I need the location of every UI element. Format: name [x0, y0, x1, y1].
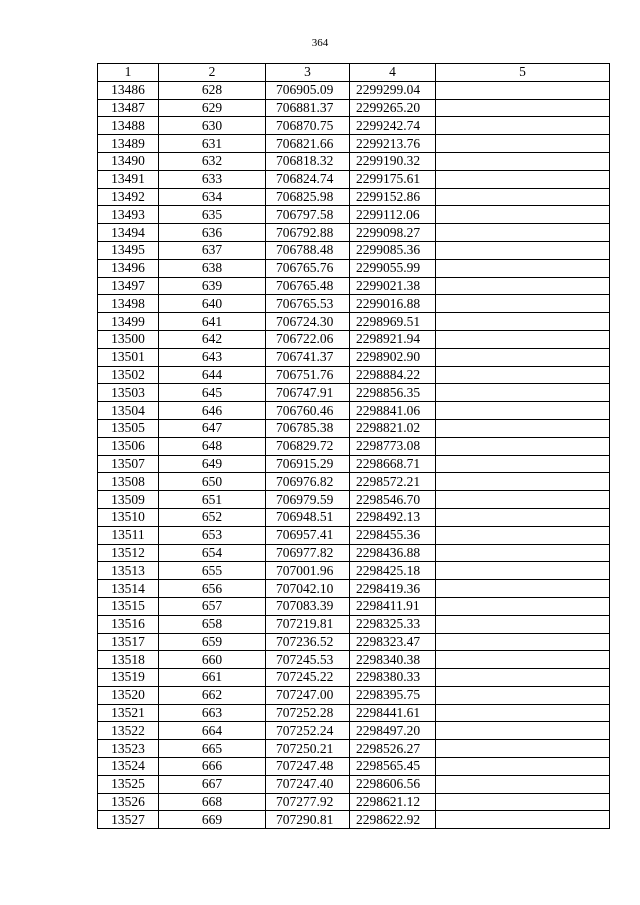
- x-coordinate-cell: 706957.41: [266, 526, 350, 544]
- x-coordinate-cell: 706792.88: [266, 224, 350, 242]
- note-cell: [436, 295, 610, 313]
- table-row: [98, 366, 610, 384]
- note-cell: [436, 402, 610, 420]
- vertex-number-cell: 639: [159, 277, 266, 295]
- column-header-5: 5: [436, 64, 610, 82]
- point-number-cell: 13519: [98, 669, 159, 687]
- point-number-cell: 13505: [98, 419, 159, 437]
- vertex-number-cell: 651: [159, 491, 266, 509]
- vertex-number-cell: 636: [159, 224, 266, 242]
- note-cell: [436, 722, 610, 740]
- note-cell: [436, 562, 610, 580]
- table-row: [98, 259, 610, 277]
- table-row: [98, 597, 610, 615]
- vertex-number-cell: 645: [159, 384, 266, 402]
- y-coordinate-cell: 2298526.27: [350, 740, 436, 758]
- point-number-cell: 13493: [98, 206, 159, 224]
- table-row: [98, 117, 610, 135]
- point-number-cell: 13509: [98, 491, 159, 509]
- vertex-number-cell: 647: [159, 419, 266, 437]
- point-number-cell: 13501: [98, 348, 159, 366]
- x-coordinate-cell: 706976.82: [266, 473, 350, 491]
- vertex-number-cell: 641: [159, 313, 266, 331]
- x-coordinate-cell: 706765.48: [266, 277, 350, 295]
- y-coordinate-cell: 2299213.76: [350, 135, 436, 153]
- note-cell: [436, 419, 610, 437]
- table-row: [98, 775, 610, 793]
- y-coordinate-cell: 2298395.75: [350, 686, 436, 704]
- vertex-number-cell: 643: [159, 348, 266, 366]
- note-cell: [436, 241, 610, 259]
- vertex-number-cell: 644: [159, 366, 266, 384]
- point-number-cell: 13508: [98, 473, 159, 491]
- vertex-number-cell: 630: [159, 117, 266, 135]
- x-coordinate-cell: 706824.74: [266, 170, 350, 188]
- x-coordinate-cell: 706977.82: [266, 544, 350, 562]
- y-coordinate-cell: 2298621.12: [350, 793, 436, 811]
- y-coordinate-cell: 2298436.88: [350, 544, 436, 562]
- note-cell: [436, 597, 610, 615]
- table-row: [98, 81, 610, 99]
- y-coordinate-cell: 2298497.20: [350, 722, 436, 740]
- y-coordinate-cell: 2298622.92: [350, 811, 436, 829]
- x-coordinate-cell: 706948.51: [266, 508, 350, 526]
- note-cell: [436, 775, 610, 793]
- note-cell: [436, 170, 610, 188]
- point-number-cell: 13527: [98, 811, 159, 829]
- coordinates-table: [97, 63, 610, 829]
- vertex-number-cell: 642: [159, 330, 266, 348]
- point-number-cell: 13489: [98, 135, 159, 153]
- point-number-cell: 13518: [98, 651, 159, 669]
- x-coordinate-cell: 707247.48: [266, 758, 350, 776]
- vertex-number-cell: 663: [159, 704, 266, 722]
- table-row: [98, 188, 610, 206]
- vertex-number-cell: 648: [159, 437, 266, 455]
- x-coordinate-cell: 706741.37: [266, 348, 350, 366]
- table-row: [98, 811, 610, 829]
- point-number-cell: 13488: [98, 117, 159, 135]
- vertex-number-cell: 665: [159, 740, 266, 758]
- x-coordinate-cell: 707219.81: [266, 615, 350, 633]
- point-number-cell: 13490: [98, 152, 159, 170]
- x-coordinate-cell: 706747.91: [266, 384, 350, 402]
- point-number-cell: 13512: [98, 544, 159, 562]
- y-coordinate-cell: 2298668.71: [350, 455, 436, 473]
- note-cell: [436, 669, 610, 687]
- point-number-cell: 13524: [98, 758, 159, 776]
- note-cell: [436, 99, 610, 117]
- point-number-cell: 13495: [98, 241, 159, 259]
- vertex-number-cell: 633: [159, 170, 266, 188]
- y-coordinate-cell: 2299175.61: [350, 170, 436, 188]
- note-cell: [436, 81, 610, 99]
- note-cell: [436, 651, 610, 669]
- table-row: [98, 135, 610, 153]
- note-cell: [436, 384, 610, 402]
- y-coordinate-cell: 2298325.33: [350, 615, 436, 633]
- table-row: [98, 152, 610, 170]
- y-coordinate-cell: 2299021.38: [350, 277, 436, 295]
- point-number-cell: 13494: [98, 224, 159, 242]
- x-coordinate-cell: 707247.00: [266, 686, 350, 704]
- table-row: [98, 580, 610, 598]
- note-cell: [436, 277, 610, 295]
- point-number-cell: 13525: [98, 775, 159, 793]
- point-number-cell: 13511: [98, 526, 159, 544]
- x-coordinate-cell: 706724.30: [266, 313, 350, 331]
- x-coordinate-cell: 706821.66: [266, 135, 350, 153]
- y-coordinate-cell: 2298821.02: [350, 419, 436, 437]
- table-row: [98, 526, 610, 544]
- x-coordinate-cell: 706818.32: [266, 152, 350, 170]
- table-row: [98, 633, 610, 651]
- point-number-cell: 13521: [98, 704, 159, 722]
- vertex-number-cell: 657: [159, 597, 266, 615]
- x-coordinate-cell: 707245.22: [266, 669, 350, 687]
- table-row: [98, 224, 610, 242]
- column-header-1: 1: [98, 64, 159, 82]
- point-number-cell: 13500: [98, 330, 159, 348]
- y-coordinate-cell: 2298572.21: [350, 473, 436, 491]
- table-row: [98, 330, 610, 348]
- table-row: [98, 562, 610, 580]
- table-row: [98, 651, 610, 669]
- table-row: [98, 170, 610, 188]
- table-row: [98, 544, 610, 562]
- note-cell: [436, 259, 610, 277]
- y-coordinate-cell: 2298419.36: [350, 580, 436, 598]
- x-coordinate-cell: 706905.09: [266, 81, 350, 99]
- point-number-cell: 13514: [98, 580, 159, 598]
- y-coordinate-cell: 2299242.74: [350, 117, 436, 135]
- vertex-number-cell: 631: [159, 135, 266, 153]
- table-row: [98, 615, 610, 633]
- x-coordinate-cell: 706881.37: [266, 99, 350, 117]
- note-cell: [436, 330, 610, 348]
- vertex-number-cell: 640: [159, 295, 266, 313]
- point-number-cell: 13498: [98, 295, 159, 313]
- table-row: [98, 419, 610, 437]
- point-number-cell: 13515: [98, 597, 159, 615]
- x-coordinate-cell: 707250.21: [266, 740, 350, 758]
- x-coordinate-cell: 706915.29: [266, 455, 350, 473]
- y-coordinate-cell: 2298606.56: [350, 775, 436, 793]
- table-body: [98, 81, 610, 828]
- table-row: [98, 793, 610, 811]
- point-number-cell: 13526: [98, 793, 159, 811]
- table-row: [98, 206, 610, 224]
- vertex-number-cell: 638: [159, 259, 266, 277]
- y-coordinate-cell: 2298492.13: [350, 508, 436, 526]
- point-number-cell: 13513: [98, 562, 159, 580]
- table-row: [98, 740, 610, 758]
- vertex-number-cell: 632: [159, 152, 266, 170]
- y-coordinate-cell: 2299055.99: [350, 259, 436, 277]
- note-cell: [436, 313, 610, 331]
- note-cell: [436, 526, 610, 544]
- y-coordinate-cell: 2298323.47: [350, 633, 436, 651]
- y-coordinate-cell: 2299098.27: [350, 224, 436, 242]
- y-coordinate-cell: 2299112.06: [350, 206, 436, 224]
- vertex-number-cell: 650: [159, 473, 266, 491]
- vertex-number-cell: 649: [159, 455, 266, 473]
- table-row: [98, 704, 610, 722]
- vertex-number-cell: 652: [159, 508, 266, 526]
- column-header-4: 4: [350, 64, 436, 82]
- vertex-number-cell: 662: [159, 686, 266, 704]
- table-row: [98, 491, 610, 509]
- note-cell: [436, 580, 610, 598]
- vertex-number-cell: 656: [159, 580, 266, 598]
- note-cell: [436, 740, 610, 758]
- y-coordinate-cell: 2299190.32: [350, 152, 436, 170]
- x-coordinate-cell: 707001.96: [266, 562, 350, 580]
- table-row: [98, 722, 610, 740]
- point-number-cell: 13516: [98, 615, 159, 633]
- table-row: [98, 277, 610, 295]
- y-coordinate-cell: 2298902.90: [350, 348, 436, 366]
- x-coordinate-cell: 706870.75: [266, 117, 350, 135]
- x-coordinate-cell: 706785.38: [266, 419, 350, 437]
- y-coordinate-cell: 2298884.22: [350, 366, 436, 384]
- vertex-number-cell: 655: [159, 562, 266, 580]
- table-row: [98, 313, 610, 331]
- x-coordinate-cell: 706722.06: [266, 330, 350, 348]
- x-coordinate-cell: 707083.39: [266, 597, 350, 615]
- note-cell: [436, 188, 610, 206]
- note-cell: [436, 366, 610, 384]
- note-cell: [436, 348, 610, 366]
- y-coordinate-cell: 2298441.61: [350, 704, 436, 722]
- note-cell: [436, 508, 610, 526]
- vertex-number-cell: 628: [159, 81, 266, 99]
- vertex-number-cell: 668: [159, 793, 266, 811]
- x-coordinate-cell: 706751.76: [266, 366, 350, 384]
- note-cell: [436, 633, 610, 651]
- vertex-number-cell: 654: [159, 544, 266, 562]
- x-coordinate-cell: 707247.40: [266, 775, 350, 793]
- vertex-number-cell: 658: [159, 615, 266, 633]
- y-coordinate-cell: 2298411.91: [350, 597, 436, 615]
- point-number-cell: 13486: [98, 81, 159, 99]
- vertex-number-cell: 659: [159, 633, 266, 651]
- point-number-cell: 13504: [98, 402, 159, 420]
- point-number-cell: 13510: [98, 508, 159, 526]
- vertex-number-cell: 666: [159, 758, 266, 776]
- table-row: [98, 437, 610, 455]
- table-row: [98, 758, 610, 776]
- point-number-cell: 13523: [98, 740, 159, 758]
- table-row: [98, 686, 610, 704]
- vertex-number-cell: 634: [159, 188, 266, 206]
- table-row: [98, 295, 610, 313]
- vertex-number-cell: 646: [159, 402, 266, 420]
- x-coordinate-cell: 706760.46: [266, 402, 350, 420]
- note-cell: [436, 135, 610, 153]
- vertex-number-cell: 653: [159, 526, 266, 544]
- note-cell: [436, 758, 610, 776]
- y-coordinate-cell: 2298455.36: [350, 526, 436, 544]
- note-cell: [436, 491, 610, 509]
- column-header-3: 3: [266, 64, 350, 82]
- note-cell: [436, 704, 610, 722]
- x-coordinate-cell: 707245.53: [266, 651, 350, 669]
- x-coordinate-cell: 707252.28: [266, 704, 350, 722]
- y-coordinate-cell: 2298425.18: [350, 562, 436, 580]
- point-number-cell: 13503: [98, 384, 159, 402]
- point-number-cell: 13487: [98, 99, 159, 117]
- note-cell: [436, 117, 610, 135]
- x-coordinate-cell: 707252.24: [266, 722, 350, 740]
- vertex-number-cell: 661: [159, 669, 266, 687]
- note-cell: [436, 152, 610, 170]
- point-number-cell: 13522: [98, 722, 159, 740]
- vertex-number-cell: 635: [159, 206, 266, 224]
- point-number-cell: 13497: [98, 277, 159, 295]
- table-row: [98, 384, 610, 402]
- table-row: [98, 508, 610, 526]
- y-coordinate-cell: 2298380.33: [350, 669, 436, 687]
- y-coordinate-cell: 2298565.45: [350, 758, 436, 776]
- vertex-number-cell: 664: [159, 722, 266, 740]
- vertex-number-cell: 669: [159, 811, 266, 829]
- point-number-cell: 13506: [98, 437, 159, 455]
- point-number-cell: 13492: [98, 188, 159, 206]
- point-number-cell: 13502: [98, 366, 159, 384]
- note-cell: [436, 224, 610, 242]
- table-row: [98, 348, 610, 366]
- table-row: [98, 473, 610, 491]
- table-row: [98, 241, 610, 259]
- x-coordinate-cell: 706765.53: [266, 295, 350, 313]
- y-coordinate-cell: 2298340.38: [350, 651, 436, 669]
- y-coordinate-cell: 2299265.20: [350, 99, 436, 117]
- vertex-number-cell: 660: [159, 651, 266, 669]
- y-coordinate-cell: 2298773.08: [350, 437, 436, 455]
- x-coordinate-cell: 707236.52: [266, 633, 350, 651]
- vertex-number-cell: 667: [159, 775, 266, 793]
- x-coordinate-cell: 706788.48: [266, 241, 350, 259]
- point-number-cell: 13499: [98, 313, 159, 331]
- y-coordinate-cell: 2299085.36: [350, 241, 436, 259]
- vertex-number-cell: 637: [159, 241, 266, 259]
- note-cell: [436, 686, 610, 704]
- column-header-2: 2: [159, 64, 266, 82]
- x-coordinate-cell: 706829.72: [266, 437, 350, 455]
- y-coordinate-cell: 2298921.94: [350, 330, 436, 348]
- note-cell: [436, 455, 610, 473]
- note-cell: [436, 206, 610, 224]
- y-coordinate-cell: 2298546.70: [350, 491, 436, 509]
- point-number-cell: 13496: [98, 259, 159, 277]
- x-coordinate-cell: 706979.59: [266, 491, 350, 509]
- note-cell: [436, 437, 610, 455]
- note-cell: [436, 615, 610, 633]
- x-coordinate-cell: 707042.10: [266, 580, 350, 598]
- table-row: [98, 402, 610, 420]
- x-coordinate-cell: 707290.81: [266, 811, 350, 829]
- note-cell: [436, 473, 610, 491]
- note-cell: [436, 544, 610, 562]
- x-coordinate-cell: 706765.76: [266, 259, 350, 277]
- point-number-cell: 13491: [98, 170, 159, 188]
- x-coordinate-cell: 706797.58: [266, 206, 350, 224]
- page-number: 364: [311, 37, 329, 49]
- vertex-number-cell: 629: [159, 99, 266, 117]
- y-coordinate-cell: 2298841.06: [350, 402, 436, 420]
- note-cell: [436, 793, 610, 811]
- y-coordinate-cell: 2299016.88: [350, 295, 436, 313]
- y-coordinate-cell: 2299299.04: [350, 81, 436, 99]
- y-coordinate-cell: 2298856.35: [350, 384, 436, 402]
- x-coordinate-cell: 707277.92: [266, 793, 350, 811]
- note-cell: [436, 811, 610, 829]
- x-coordinate-cell: 706825.98: [266, 188, 350, 206]
- table-row: [98, 669, 610, 687]
- table-row: [98, 455, 610, 473]
- point-number-cell: 13507: [98, 455, 159, 473]
- header-row: [98, 64, 610, 82]
- point-number-cell: 13520: [98, 686, 159, 704]
- point-number-cell: 13517: [98, 633, 159, 651]
- y-coordinate-cell: 2298969.51: [350, 313, 436, 331]
- table-header: [98, 64, 610, 82]
- y-coordinate-cell: 2299152.86: [350, 188, 436, 206]
- table-row: [98, 99, 610, 117]
